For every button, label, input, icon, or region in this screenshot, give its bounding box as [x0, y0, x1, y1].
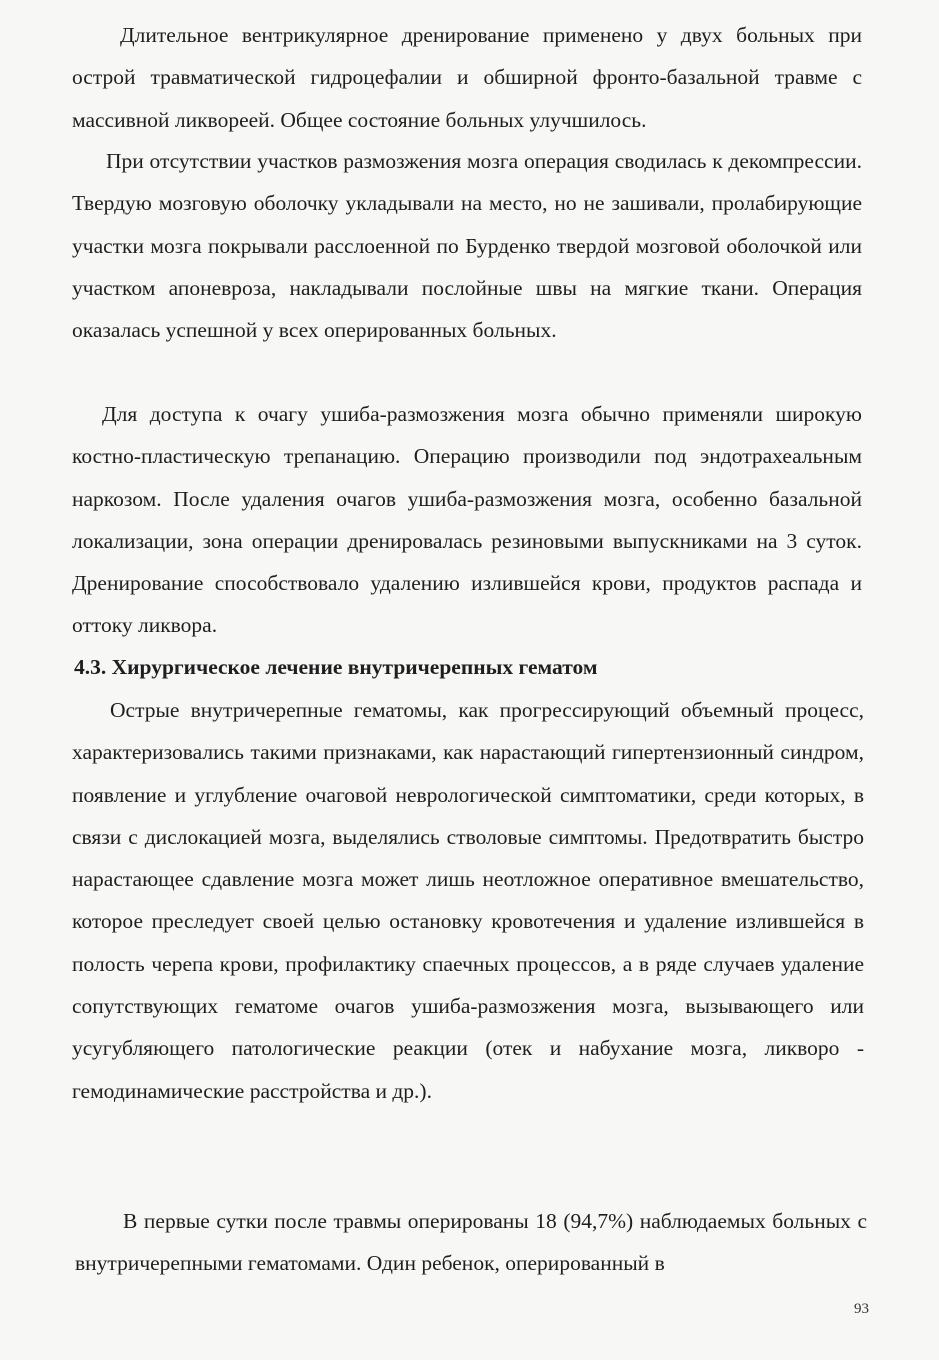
paragraph-decompression: При отсутствии участков размозжения мозга операция сводилась к декомпрессии. Твердую мозговую оболочку укладывали на место, но не зашивали, пролабирующие участки мозга покрывали расслоенной по Бурденко твердой мозговой оболочкой или участком апоневроза, накладывали послойные швы на мягкие ткани. Операция оказалась успешной у всех оперированных больных.	[72, 149, 862, 343]
paragraph-trepanation: Для доступа к очагу ушиба-размозжения мозга обычно применяли широкую костно-пластическую трепанацию. Операцию производили под эндотрахеальным наркозом. После удаления очагов ушиба-размозжения мозга, особенно базальной локализации, зона операции дренировалась резиновыми выпускниками на 3 суток. Дренирование способствовало удалению излившейся крови, продуктов распада и оттоку ликвора.	[72, 402, 862, 638]
paragraph-ventricular-drainage: Длительное вентрикулярное дренирование применено у двух больных при острой травматической гидроцефалии и обширной фронто-базальной травме с массивной ликвореей. Общее состояние больных улучшилось.	[72, 23, 862, 132]
paragraph-first-day-surgery: В первые сутки после травмы оперированы 18 (94,7%) наблюдаемых больных с внутричерепными гематомами. Один ребенок, оперированный в	[75, 1209, 867, 1276]
paragraph-hematoma-signs: Острые внутричерепные гематомы, как прогрессирующий объемный процесс, характеризовались такими признаками, как нарастающий гипертензионный синдром, появление и углубление очаговой неврологической симптоматики, среди которых, в связи с дислокацией мозга, выделялись стволовые симптомы. Предотвратить быстро нарастающее сдавление мозга может лишь неотложное оперативное вмешательство, которое преследует своей целью остановку кровотечения и удаление излившейся в полость черепа крови, профилактику спаечных процессов, а в ряде случаев удаление сопутствующих гематоме очагов ушиба-размозжения мозга, вызывающего или усугубляющего патологические реакции (отек и набухание мозга, ликворо - гемодинамические расстройства и др.).	[72, 698, 864, 1103]
section-heading: 4.3. Хирургическое лечение внутричерепных гематом	[74, 655, 598, 679]
page-number: 93	[854, 1301, 869, 1317]
